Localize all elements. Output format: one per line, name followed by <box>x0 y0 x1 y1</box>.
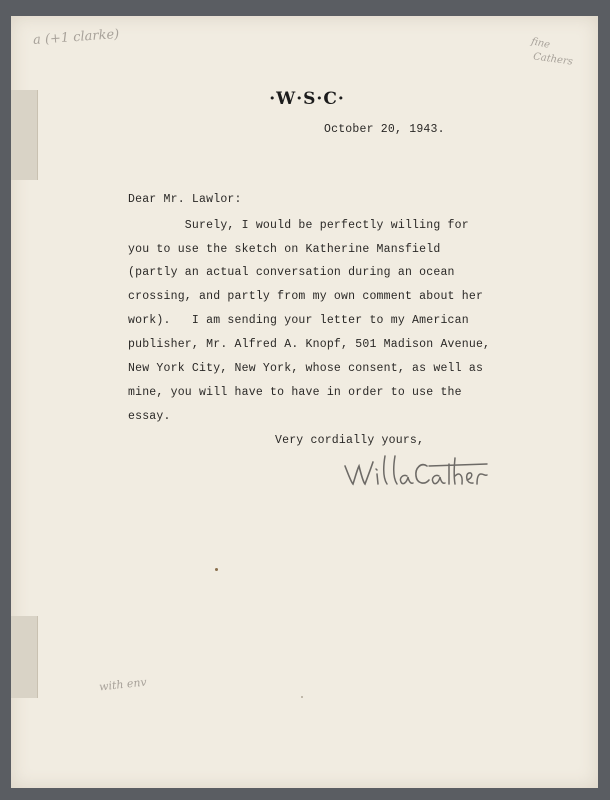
letter-body-line: (partly an actual conversation during an ocean <box>128 266 455 279</box>
pencil-note-top-right-1: fine <box>530 36 551 51</box>
paper-spot <box>215 568 218 571</box>
binding-tab-bottom <box>11 616 38 698</box>
letter-body-line: mine, you will have to have in order to use the <box>128 386 462 399</box>
pencil-note-bottom-left: with env <box>98 675 148 694</box>
letter-body-line: essay. <box>128 410 171 423</box>
letter-salutation: Dear Mr. Lawlor: <box>128 193 242 206</box>
letter-date: October 20, 1943. <box>324 123 445 136</box>
handwritten-signature <box>341 452 501 492</box>
letter-body-line: New York City, New York, whose consent, as well as <box>128 362 484 375</box>
paper-spot <box>301 696 303 698</box>
pencil-note-top-right-2: Cathers <box>532 51 574 68</box>
pencil-note-top-left: a (+1 clarke) <box>32 27 120 48</box>
letter-body-line: publisher, Mr. Alfred A. Knopf, 501 Madison Avenue, <box>128 338 491 351</box>
binding-tab-top <box>11 90 38 180</box>
letter-page <box>11 16 598 788</box>
letter-closing: Very cordially yours, <box>275 434 425 447</box>
letter-body-line: you to use the sketch on Katherine Mansfield <box>128 243 441 256</box>
letter-body-line: work). I am sending your letter to my American <box>128 314 469 327</box>
letter-body-line: crossing, and partly from my own comment about her <box>128 290 484 303</box>
letterhead-monogram: ·W·S·C· <box>269 89 345 109</box>
letter-body-line: Surely, I would be perfectly willing for <box>128 219 469 232</box>
